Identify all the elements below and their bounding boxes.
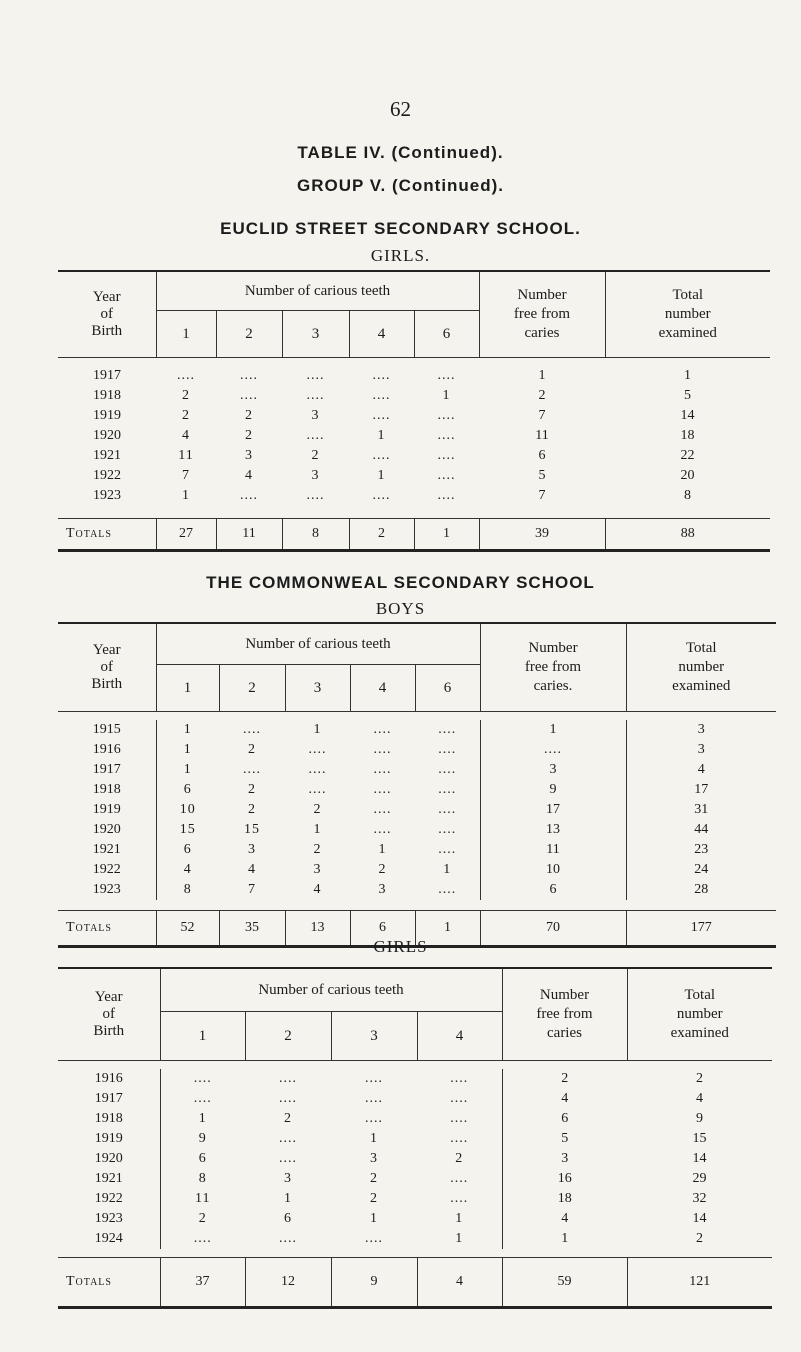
column-header: 4	[417, 1012, 502, 1061]
group-label-commonweal-girls: GIRLS	[373, 937, 428, 956]
free-from-caries-header: Number free from caries	[502, 968, 627, 1061]
column-header: 1	[160, 1012, 245, 1061]
table-row: 1920 4 2 .... 1 .... 11 18	[93, 428, 695, 443]
commonweal-girls-table	[58, 967, 772, 1309]
group-label-commonweal-boys: BOYS	[375, 599, 426, 618]
table-row: 1920 6 .... 3 2 3 14	[58, 1149, 772, 1169]
total-examined-header: Total number examined	[627, 968, 772, 1061]
table-row: 1923 2 6 1 1 4 14	[58, 1209, 772, 1229]
column-header: 6	[415, 665, 480, 712]
year-of-birth-header: Year of Birth	[58, 968, 160, 1061]
table-row: 1919 9 .... 1 .... 5 15	[58, 1129, 772, 1149]
column-header: 6	[414, 311, 479, 358]
table-row: 1919 2 2 3 .... .... 7 14	[93, 408, 695, 423]
column-header: 3	[282, 311, 349, 358]
table-row: 1916 1 2 .... .... .... .... 3	[58, 740, 776, 760]
total-examined-header: Total number examined	[626, 623, 776, 712]
column-header: 2	[219, 665, 285, 712]
free-from-caries-header: Number free from caries	[479, 271, 605, 358]
totals-row: Totals 52 35 13 6 1 70 177	[58, 911, 776, 947]
carious-teeth-header: Number of carious teeth	[156, 271, 479, 311]
table-row: 1923 8 7 4 3 .... 6 28	[58, 880, 776, 900]
free-from-caries-header: Number free from caries.	[480, 623, 626, 712]
table-row: 1921 6 3 2 1 .... 11 23	[58, 840, 776, 860]
group-title: GROUP V. (Continued).	[296, 176, 505, 195]
table-row: 1921 11 3 2 .... .... 6 22	[93, 448, 695, 463]
table-row: 1920 15 15 1 .... .... 13 44	[58, 820, 776, 840]
table-row: 1923 1 .... .... .... .... 7 8	[93, 488, 691, 503]
carious-teeth-header: Number of carious teeth	[156, 623, 480, 665]
table-row: 1922 11 1 2 .... 18 32	[58, 1189, 772, 1209]
column-header: 3	[331, 1012, 417, 1061]
table-row: 1922 4 4 3 2 1 10 24	[58, 860, 776, 880]
table-title: TABLE IV. (Continued).	[297, 143, 504, 162]
table-row: 1922 7 4 3 1 .... 5 20	[93, 468, 695, 483]
table-row: 1924 .... .... .... 1 1 2	[58, 1229, 772, 1249]
table-row: 1918 2 .... .... .... 1 2 5	[93, 388, 691, 403]
table-row: 1917 .... .... .... .... .... 1 1	[93, 368, 691, 383]
table-row: 1919 10 2 2 .... .... 17 31	[58, 800, 776, 820]
column-header: 1	[156, 665, 219, 712]
table-row: 1918 6 2 .... .... .... 9 17	[58, 780, 776, 800]
column-header: 4	[350, 665, 415, 712]
year-of-birth-header: Year of Birth	[58, 271, 156, 358]
page-number: 62	[390, 97, 411, 121]
group-label-euclid-girls: GIRLS.	[370, 246, 431, 265]
table-row: 1916 .... .... .... .... 2 2	[58, 1069, 772, 1089]
table-row: 1915 1 .... 1 .... .... 1 3	[58, 720, 776, 740]
column-header: 2	[245, 1012, 331, 1061]
table-row: 1917 1 .... .... .... .... 3 4	[58, 760, 776, 780]
year-of-birth-header: Year of Birth	[58, 623, 156, 712]
column-header: 1	[156, 311, 216, 358]
table-row: 1918 1 2 .... .... 6 9	[58, 1109, 772, 1129]
school-title-euclid: EUCLID STREET SECONDARY SCHOOL.	[220, 219, 581, 238]
school-title-commonweal: THE COMMONWEAL SECONDARY SCHOOL	[206, 573, 595, 592]
commonweal-boys-table	[58, 622, 776, 948]
total-examined-header: Total number examined	[605, 271, 770, 358]
totals-row: Totals 37 12 9 4 59 121	[58, 1258, 772, 1308]
column-header: 2	[216, 311, 282, 358]
euclid-girls-table	[58, 270, 770, 552]
table-row: 1917 .... .... .... .... 4 4	[58, 1089, 772, 1109]
carious-teeth-header: Number of carious teeth	[160, 968, 502, 1012]
column-header: 3	[285, 665, 350, 712]
totals-row: Totals 27 11 8 2 1 39 88	[58, 519, 770, 551]
table-row: 1921 8 3 2 .... 16 29	[58, 1169, 772, 1189]
column-header: 4	[349, 311, 414, 358]
